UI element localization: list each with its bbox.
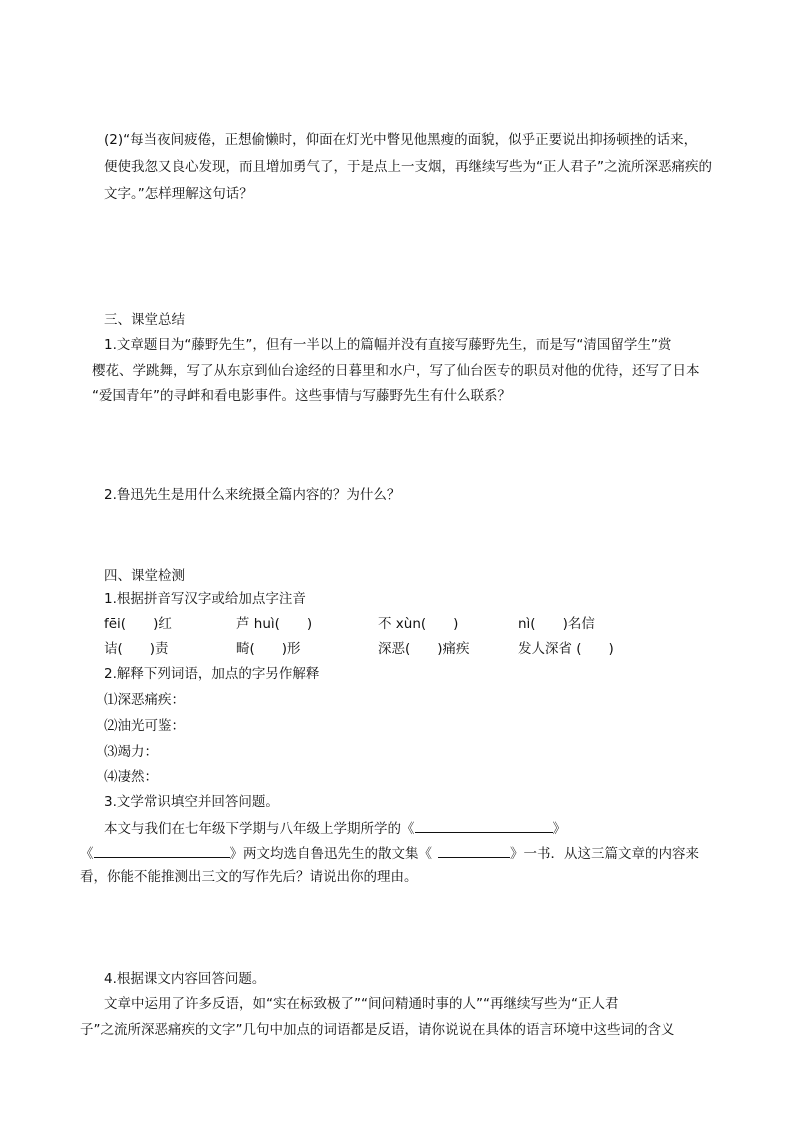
question-2-line-3: 文字。”怎样理解这句话？ [104, 186, 253, 202]
pinyin-item: 芦 huì( ) [236, 616, 313, 632]
section-4-q3-line-2 [80, 843, 699, 863]
q3-line-1-end: 》 [552, 821, 566, 837]
section-4-q4-line-2: 子”之流所深恶痛疾的文字”几句中加点的词语都是反语，请你说说在具体的语言环境中这些词的含义 [80, 1022, 675, 1038]
q3-line-1-text: 本文与我们在七年级下学期与八年级上学期所学的《 [104, 821, 415, 837]
pinyin-item: 不 xùn( ) [378, 616, 459, 632]
answer-blank-3[interactable] [438, 843, 510, 858]
section-4-q1-title: 1.根据拼音写汉字或给加点字注音 [104, 591, 306, 607]
pinyin-item: fēi( )红 [104, 616, 172, 632]
section-4-q4-title: 4.根据课文内容回答问题。 [104, 971, 266, 987]
section-4-q4-line-1: 文章中运用了许多反语，如“实在标致极了”“间问精通时事的人”“再继续写些为“正人君 [104, 996, 619, 1012]
term-item: ⑵油光可鉴： [104, 718, 185, 734]
pinyin-item: 诘( )责 [104, 641, 169, 657]
term-item: ⑷凄然： [104, 769, 158, 785]
section-3-q1-line-1: 1.文章题目为“藤野先生”，但有一半以上的篇幅并没有直接写藤野先生，而是写“清国留学生”赏 [104, 337, 672, 353]
term-item: ⑴深恶痛疾： [104, 692, 185, 708]
question-2-line-2: 便使我忽又良心发现，而且增加勇气了，于是点上一支烟，再继续写些为“正人君子”之流所深恶痛疾的 [104, 159, 712, 175]
section-4-q3-title: 3.文学常识填空并回答问题。 [104, 794, 279, 810]
section-3-q2: 2.鲁迅先生是用什么来统摄全篇内容的？为什么？ [104, 487, 401, 503]
section-3-heading: 三、课堂总结 [104, 312, 185, 328]
pinyin-item: 深恶( )痛疾 [378, 641, 470, 657]
section-4-q2-title: 2.解释下列词语，加点的字另作解释 [104, 666, 320, 682]
section-4-q3-line-1 [104, 818, 566, 838]
answer-blank-2[interactable] [94, 843, 230, 858]
answer-blank-1[interactable] [415, 818, 553, 833]
section-3-q1-line-3: “爱国青年”的寻衅和看电影事件。这些事情与写藤野先生有什么联系？ [92, 388, 511, 404]
q3-line-2-start: 《 [80, 846, 94, 862]
pinyin-item: nì( )名信 [518, 616, 595, 632]
term-item: ⑶竭力： [104, 744, 158, 760]
section-4-q3-line-3: 看，你能不能推测出三文的写作先后？请说出你的理由。 [80, 869, 418, 885]
pinyin-item: 畸( )形 [236, 641, 301, 657]
question-2-line-1: (2)“每当夜间疲倦，正想偷懒时，仰面在灯光中瞥见他黑瘦的面貌，似乎正要说出抑扬顿挫的话来， [104, 132, 698, 148]
section-4-heading: 四、课堂检测 [104, 568, 185, 584]
section-3-q1-line-2: 樱花、学跳舞，写了从东京到仙台途经的日暮里和水户，写了仙台医专的职员对他的优待，还写了日本 [92, 363, 700, 379]
q3-line-2-end: 》一书．从这三篇文章的内容来 [510, 846, 699, 862]
q3-line-2-mid: 》两文均选自鲁迅先生的散文集《 [229, 846, 432, 862]
pinyin-item: 发人深省 ( ) [518, 641, 614, 657]
